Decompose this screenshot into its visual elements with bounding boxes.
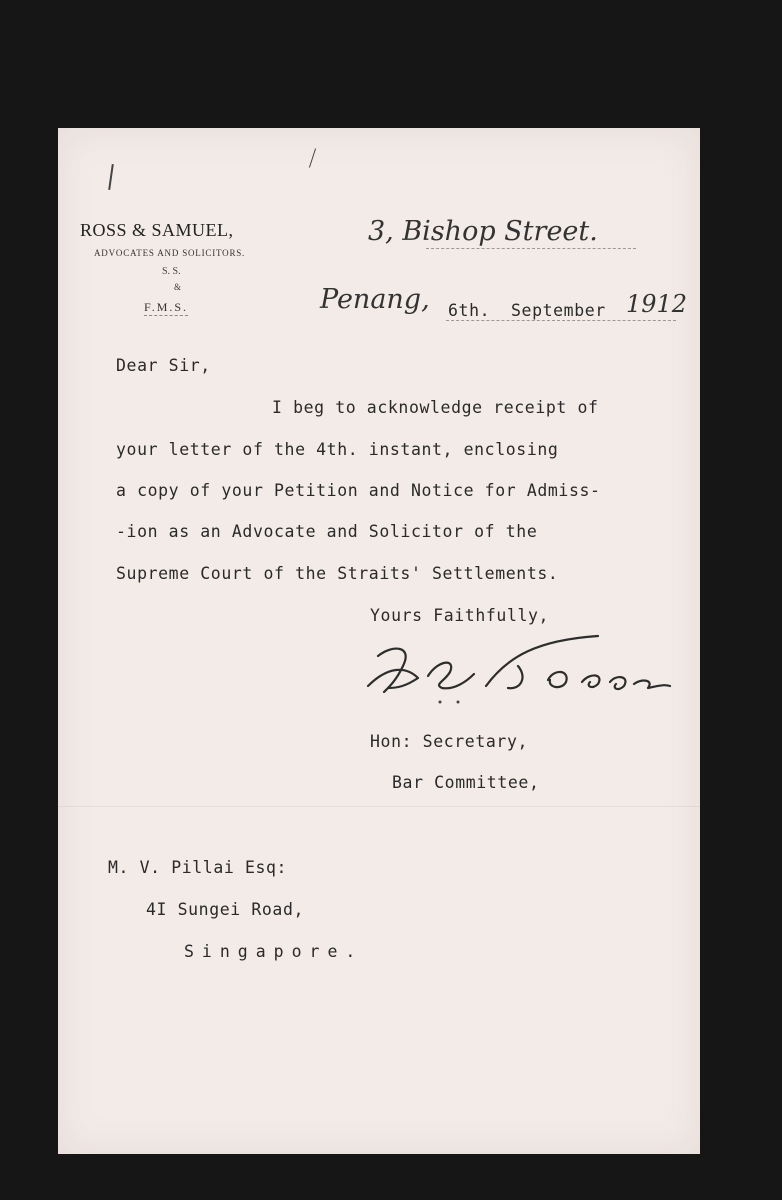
jurisdiction-fms: F.M.S. (144, 300, 189, 314)
body-line: your letter of the 4th. instant, enclosing (116, 440, 559, 459)
place-name: Penang, (320, 284, 430, 315)
body-line: a copy of your Petition and Notice for Admiss- (116, 481, 601, 500)
signer-committee: Bar Committee, (392, 773, 540, 792)
fold-crease (58, 806, 700, 807)
jurisdiction-ampersand: & (174, 282, 182, 292)
recipient-name: M. V. Pillai Esq: (108, 858, 288, 877)
date-month: September (511, 301, 606, 320)
recipient-street: 4I Sungei Road, (146, 900, 305, 919)
jurisdiction-ss: S. S. (162, 266, 181, 277)
street-address: 3, Bishop Street. (368, 216, 598, 247)
body-line: -ion as an Advocate and Solicitor of the (116, 522, 538, 541)
street-rule (426, 248, 636, 249)
date-year: 1912 (626, 290, 688, 318)
firm-name: ROSS & SAMUEL, (80, 220, 234, 240)
date-rule (446, 320, 676, 321)
signer-title: Hon: Secretary, (370, 732, 529, 751)
body-line: I beg to acknowledge receipt of (272, 398, 599, 417)
firm-subtitle: ADVOCATES AND SOLICITORS. (94, 248, 246, 258)
ink-mark (108, 164, 114, 190)
letter-paper (58, 128, 700, 1154)
handwritten-signature (358, 626, 688, 706)
body-line: Supreme Court of the Straits' Settlements. (116, 564, 559, 583)
closing: Yours Faithfully, (370, 606, 550, 625)
ink-mark (309, 148, 316, 167)
salutation: Dear Sir, (116, 356, 211, 375)
recipient-city: Singapore. (184, 942, 364, 961)
date-day: 6th. (448, 301, 491, 320)
